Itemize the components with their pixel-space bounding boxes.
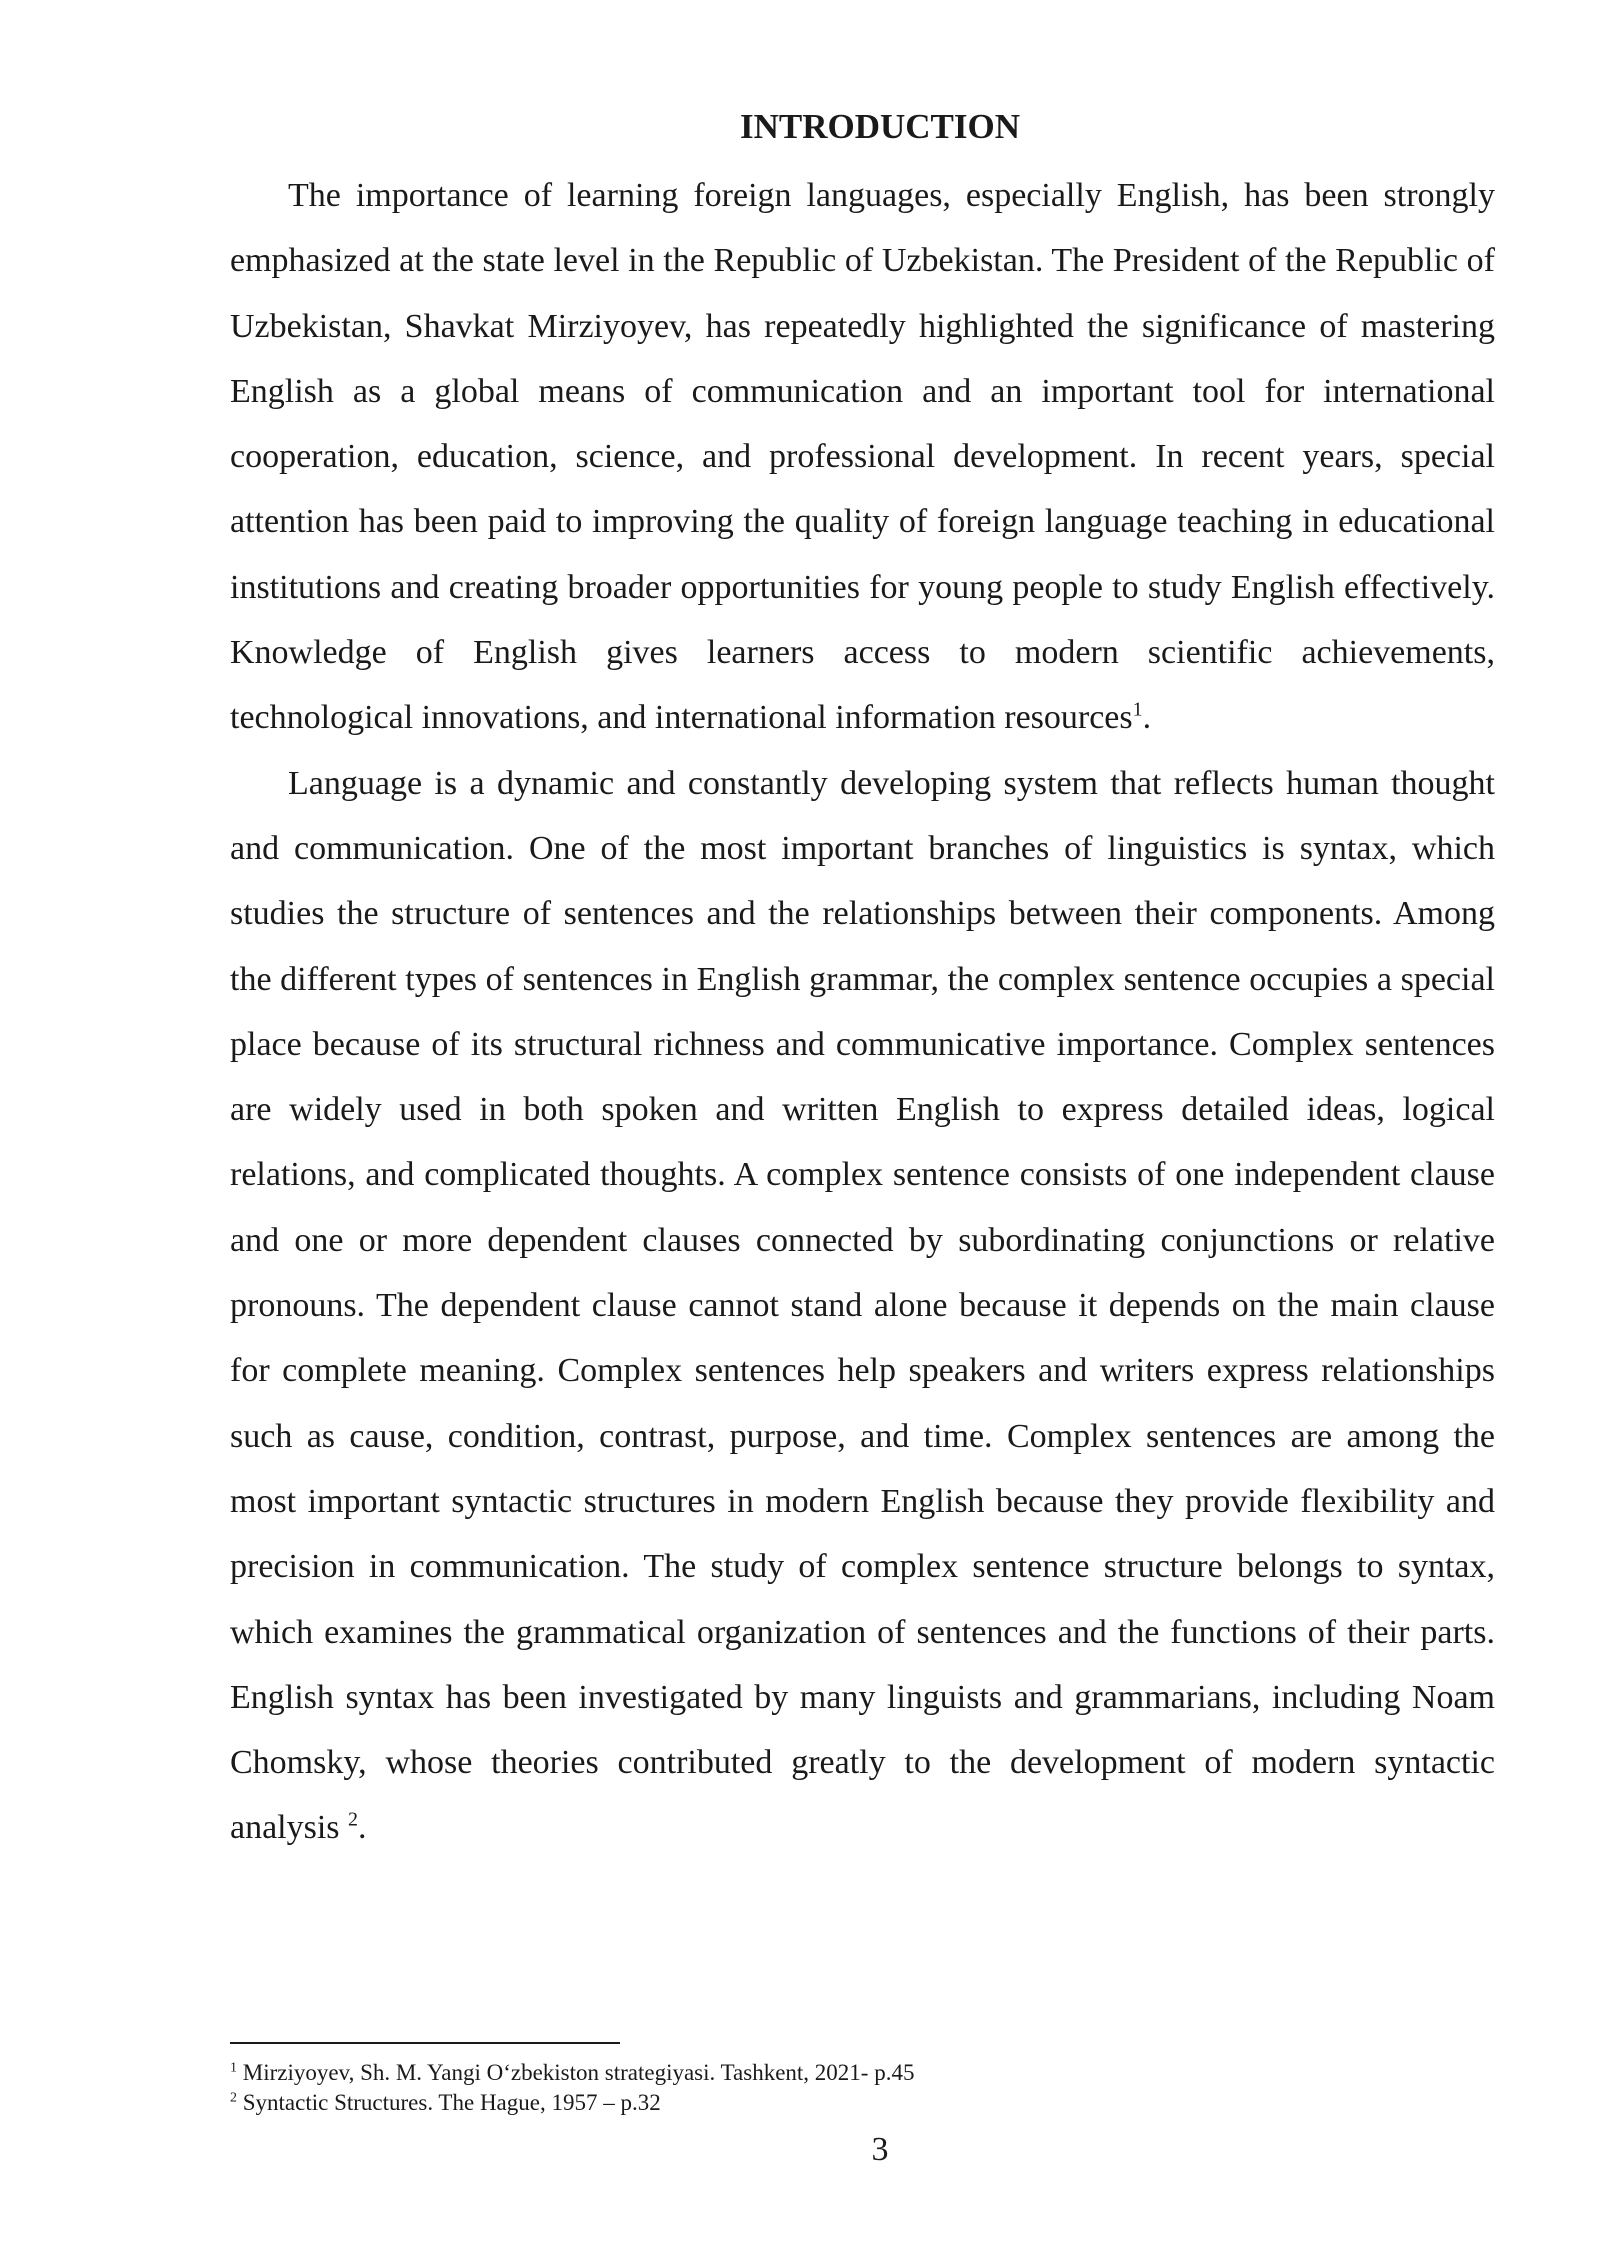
footnote-marker: 2 [230,2090,237,2106]
paragraph-end: . [1142,699,1152,737]
footnote-2 [230,2088,1495,2118]
paragraph-end: . [358,1809,367,1847]
body-text [230,163,1495,1861]
page-title: INTRODUCTION [739,107,1021,146]
paragraph-2 [230,751,1495,1861]
paragraph-text: The importance of learning foreign languages, especially English, has been strongly emphasized at the state level in the Republic of Uzbekistan. The President of the Republic of Uzbekistan, Shavkat Mirziyoyev, has repeatedly highlighted the significance of mastering English as a global means of communication and an important tool for international cooperation, education, science, and professional development. In recent years, special attention has been paid to improving the quality of foreign language teaching in educational institutions and creating broader opportunities for young people to study English effectively. Knowledge of English gives learners access to modern scientific achievements, technological innovations, and international information resources [230,177,1495,737]
footnotes [230,2058,1495,2118]
paragraph-1 [230,163,1495,751]
footnote-text: Mirziyoyev, Sh. M. Yangi O‘zbekiston strategiyasi. Tashkent, 2021- p.45 [237,2060,915,2085]
page-number: 3 [871,2131,889,2168]
footnote-ref-1[interactable]: 1 [1132,699,1143,722]
footnote-marker: 1 [230,2060,237,2076]
footnote-separator [230,2042,620,2044]
footnote-1 [230,2058,1495,2088]
footnote-text: Syntactic Structures. The Hague, 1957 – p.32 [237,2090,661,2115]
paragraph-text: Language is a dynamic and constantly developing system that reflects human thought and communication. One of the most important branches of linguistics is syntax, which studies the structure of sentences and the relationships between their components. Among the different types of sentences in English grammar, the complex sentence occupies a special place because of its structural richness and communicative importance. Complex sentences are widely used in both spoken and written English to express detailed ideas, logical relations, and complicated thoughts. A complex sentence consists of one independent clause and one or more dependent clauses connected by subordinating conjunctions or relative pronouns. The dependent clause cannot stand alone because it depends on the main clause for complete meaning. Complex sentences help speakers and writers express relationships such as cause, condition, contrast, purpose, and time. Complex sentences are among the most important syntactic structures in modern English because they provide flexibility and precision in communication. The study of complex sentence structure belongs to syntax, which examines the grammatical organization of sentences and the functions of their parts. English syntax has been investigated by many linguists and grammarians, including Noam Chomsky, whose theories contributed greatly to the development of modern syntactic analysis [230,764,1495,1847]
footnote-ref-2[interactable]: 2 [348,1809,359,1832]
